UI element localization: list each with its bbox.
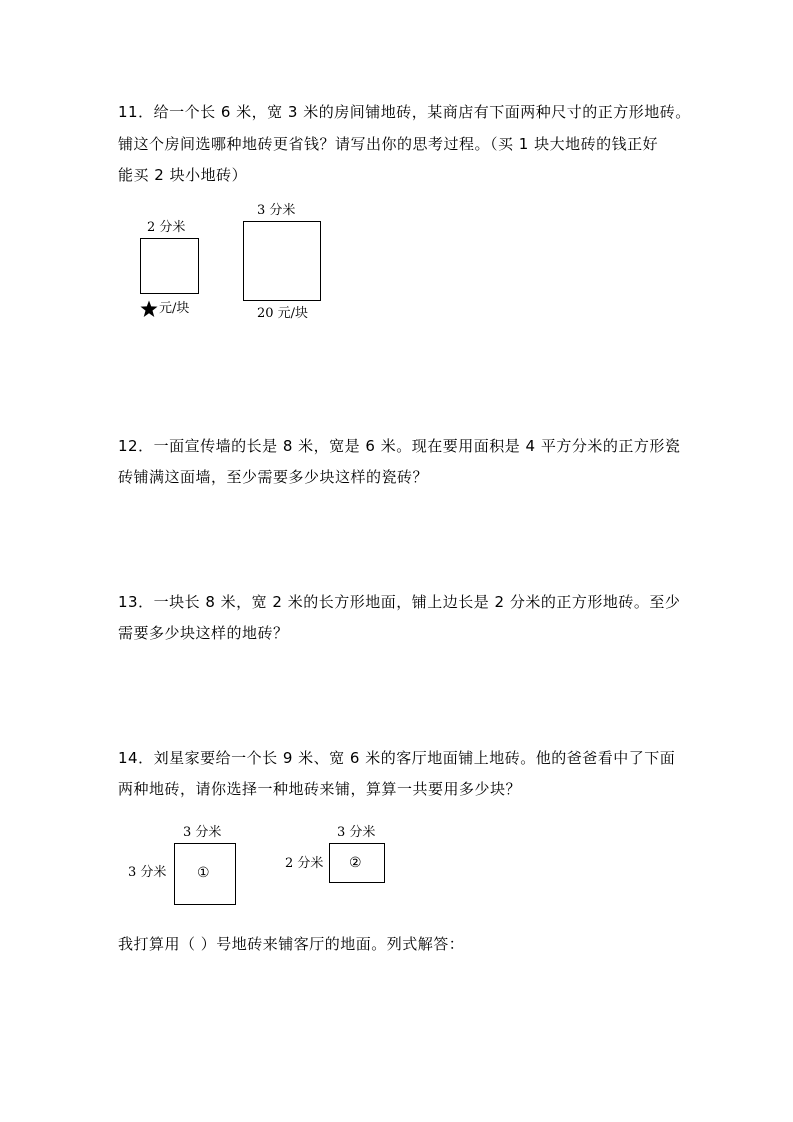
q11-text-line3: 能买 2 块小地砖） xyxy=(118,166,248,184)
small-tile-price-label: 元/块 xyxy=(159,301,190,316)
small-tile-size-label: 2 分米 xyxy=(147,220,186,235)
large-tile-size-label: 3 分米 xyxy=(257,203,296,218)
q12-text-line2: 砖铺满这面墙，至少需要多少块这样的瓷砖？ xyxy=(118,468,429,486)
q12-text-line1: 12．一面宣传墙的长是 8 米，宽是 6 米。现在要用面积是 4 平方分米的正方形瓷 xyxy=(118,437,681,455)
large-tile-price-label: 20 元/块 xyxy=(257,306,309,321)
tile1-mark: ① xyxy=(197,865,210,881)
small-tile-square xyxy=(140,238,199,294)
tile1-side-label: 3 分米 xyxy=(128,865,167,880)
tile2-top-label: 3 分米 xyxy=(337,825,376,840)
q13-text-line2: 需要多少块这样的地砖？ xyxy=(118,624,289,642)
q11-text-line2: 铺这个房间选哪种地砖更省钱？请写出你的思考过程。（买 1 块大地砖的钱正好 xyxy=(118,135,659,153)
tile2-side-label: 2 分米 xyxy=(285,856,324,871)
q14-text-line2: 两种地砖，请你选择一种地砖来铺，算算一共要用多少块？ xyxy=(118,780,522,798)
q11-text-line1: 11．给一个长 6 米，宽 3 米的房间铺地砖，某商店有下面两种尺寸的正方形地砖。 xyxy=(118,103,691,121)
q13-text-line1: 13．一块长 8 米，宽 2 米的长方形地面，铺上边长是 2 分米的正方形地砖。至少 xyxy=(118,593,681,611)
tile1-square xyxy=(174,843,236,905)
large-tile-square xyxy=(243,221,321,301)
q14-text-line1: 14．刘星家要给一个长 9 米、宽 6 米的客厅地面铺上地砖。他的爸爸看中了下面 xyxy=(118,749,676,767)
tile2-rectangle xyxy=(329,843,385,883)
tile1-top-label: 3 分米 xyxy=(183,825,222,840)
q14-answer-line: 我打算用（ ）号地砖来铺客厅的地面。列式解答： xyxy=(118,935,465,953)
star-icon xyxy=(140,300,158,318)
tile2-mark: ② xyxy=(349,855,362,871)
